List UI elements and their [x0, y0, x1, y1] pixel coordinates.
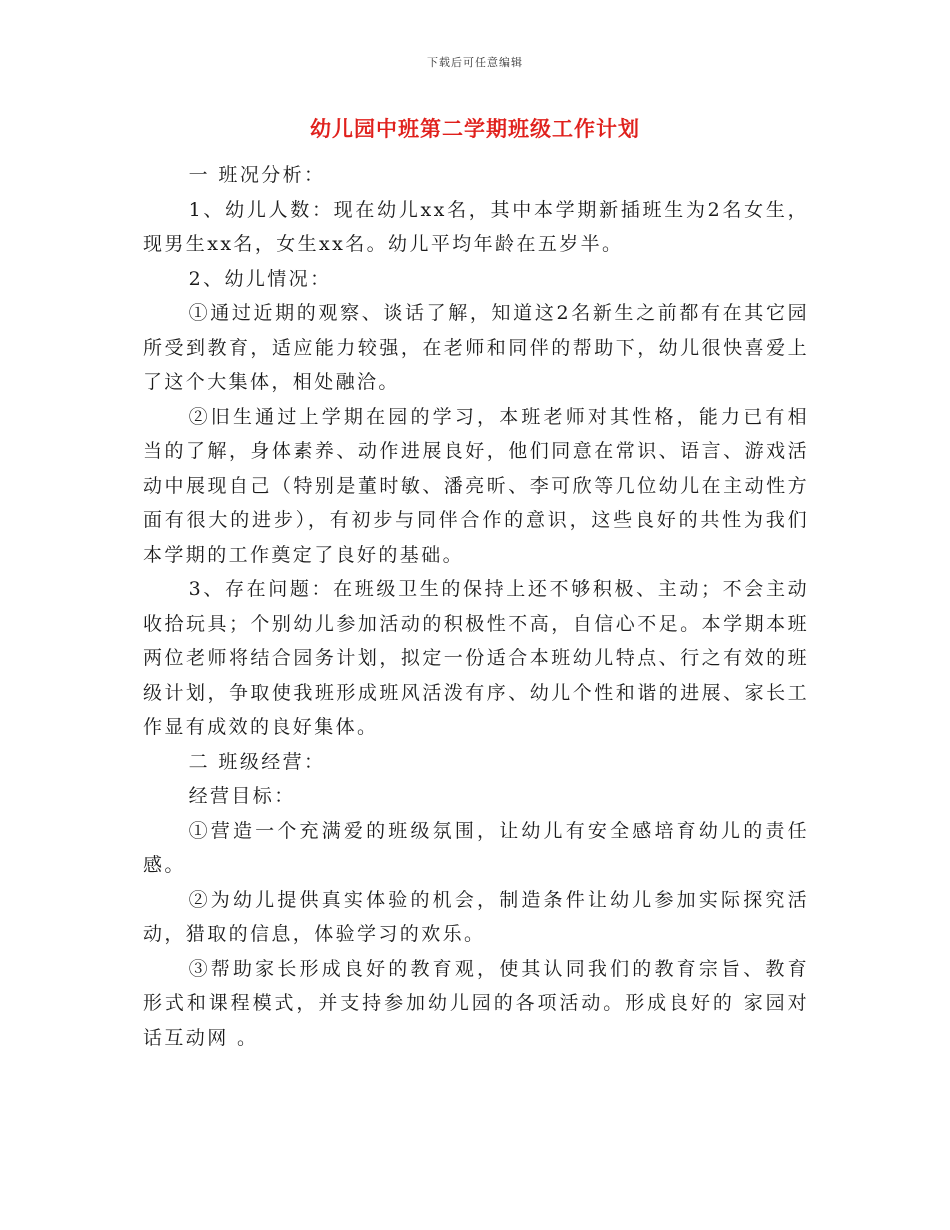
paragraph-child-situation-heading: 2、幼儿情况： [188, 267, 332, 290]
paragraph-returning-students: ②旧生通过上学期在园的学习，本班老师对其性格，能力已有相当的了解，身体素养、动作进展良好，他们同意在常识、语言、游戏活动中展现自己（特别是董时敏、潘亮昕、李可欣等几位幼儿在主动性方面有很大的进步），有初步与同伴合作的意识，这些良好的共性为我们本学期的工作奠定了良好的基础。 [143, 405, 809, 566]
paragraph-existing-problems: 3、存在问题：在班级卫生的保持上还不够积极、主动；不会主动收拾玩具；个别幼儿参加活动的积极性不高，自信心不足。本学期本班两位老师将结合园务计划，拟定一份适合本班幼儿特点、行之有效的班级计划，争取使我班形成班风活泼有序、幼儿个性和谐的进展、家长工作显有成效的良好集体。 [143, 578, 809, 738]
document-body [143, 158, 809, 1055]
section-heading-class-analysis: 一 班况分析： [188, 164, 326, 186]
paragraph-new-students: ①通过近期的观察、谈话了解，知道这2名新生之前都有在其它园所受到教育，适应能力较强，在老师和同伴的帮助下，幼儿很快喜爱上了这个大集体，相处融洽。 [143, 302, 809, 393]
paragraph-child-count: 1、幼儿人数：现在幼儿xx名，其中本学期新插班生为2名女生，现男生xx名，女生xx名。幼儿平均年龄在五岁半。 [143, 198, 809, 255]
header-note: 下载后可任意编辑 [427, 56, 523, 69]
paragraph-goal-1: ①营造一个充满爱的班级氛围，让幼儿有安全感培育幼儿的责任感。 [143, 819, 809, 876]
section-heading-class-management: 二 班级经营： [188, 750, 326, 773]
paragraph-management-goals-heading: 经营目标： [188, 785, 296, 807]
paragraph-goal-2: ②为幼儿提供真实体验的机会，制造条件让幼儿参加实际探究活动，猎取的信息，体验学习的欢乐。 [143, 888, 809, 945]
document-title: 幼儿园中班第二学期班级工作计划 [310, 116, 640, 141]
paragraph-goal-3: ③帮助家长形成良好的教育观，使其认同我们的教育宗旨、教育形式和课程模式，并支持参加幼儿园的各项活动。形成良好的 家园对话互动网 。 [143, 957, 809, 1049]
